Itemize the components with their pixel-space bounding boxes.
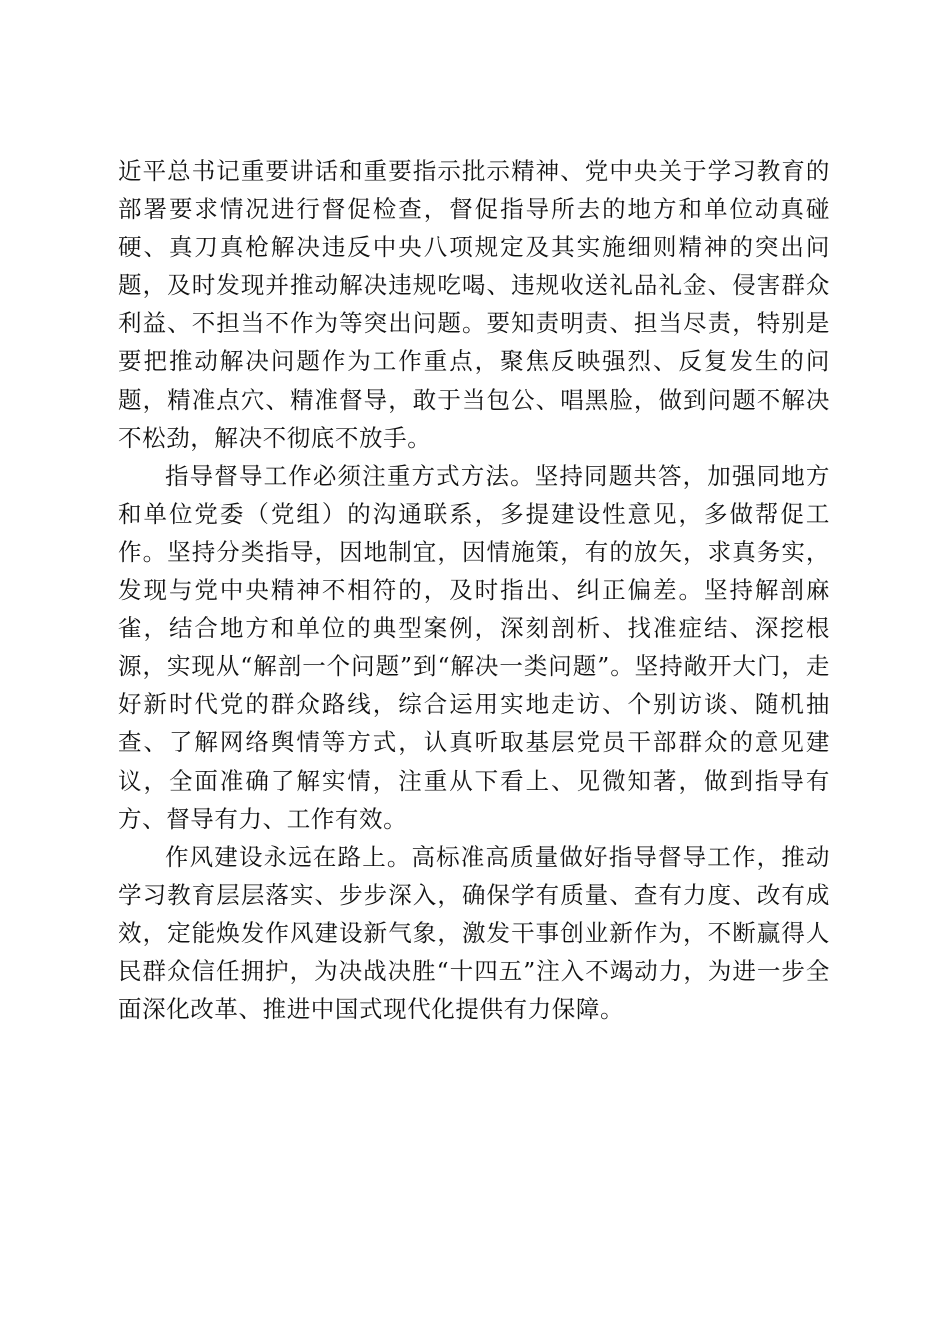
paragraph-continued: 近平总书记重要讲话和重要指示批示精神、党中央关于学习教育的部署要求情况进行督促检查，督促指导所去的地方和单位动真碰硬、真刀真枪解决违反中央八项规定及其实施细则精神的突出问题，及时发现并推动解决违规吃喝、违规收送礼品礼金、侵害群众利益、不担当不作为等突出问题。要知责明责、担当尽责，特别是要把推动解决问题作为工作重点，聚焦反映强烈、反复发生的问题，精准点穴、精准督导，敢于当包公、唱黑脸，做到问题不解决不松劲，解决不彻底不放手。 [118,157,830,452]
paragraph-methods: 指导督导工作必须注重方式方法。坚持同题共答，加强同地方和单位党委（党组）的沟通联系，多提建设性意见，多做帮促工作。坚持分类指导，因地制宜，因情施策，有的放矢，求真务实，发现与党中央精神不相符的，及时指出、纠正偏差。坚持解剖麻雀，结合地方和单位的典型案例，深刻剖析、找准症结、深挖根源，实现从“解剖一个问题”到“解决一类问题”。坚持敞开大门，走好新时代党的群众路线，综合运用实地走访、个别访谈、随机抽查、了解网络舆情等方式，认真听取基层党员干部群众的意见建议，全面准确了解实情，注重从下看上、见微知著，做到指导有方、督导有力、工作有效。 [118,461,830,833]
document-body [118,152,830,1028]
paragraph-conclusion: 作风建设永远在路上。高标准高质量做好指导督导工作，推动学习教育层层落实、步步深入，确保学有质量、查有力度、改有成效，定能焕发作风建设新气象，激发干事创业新作为，不断赢得人民群众信任拥护，为决战决胜“十四五”注入不竭动力，为进一步全面深化改革、推进中国式现代化提供有力保障。 [118,842,830,1024]
